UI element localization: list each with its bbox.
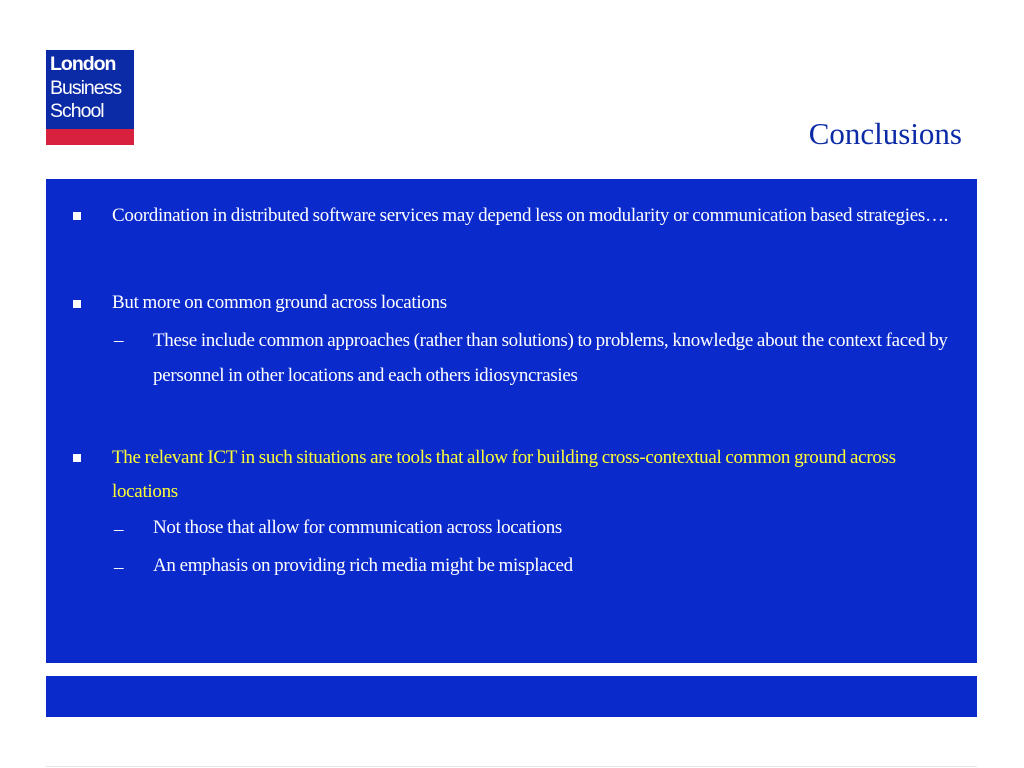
logo-line-school: School bbox=[50, 100, 104, 122]
logo-line-london: London bbox=[50, 53, 116, 75]
bullet-text-highlighted: The relevant ICT in such situations are tools that allow for building cross-contextual common ground across locations bbox=[112, 447, 896, 502]
footer-bar bbox=[46, 676, 977, 717]
bottom-divider bbox=[46, 766, 977, 767]
slide-title: Conclusions bbox=[808, 116, 962, 151]
content-panel bbox=[46, 179, 977, 663]
logo-red-stripe bbox=[46, 129, 134, 145]
sub-item-text: These include common approaches (rather than solutions) to problems, knowledge about the context faced by personnel in other locations and each others idiosyncrasies bbox=[153, 330, 948, 386]
sub-item-text: An emphasis on providing rich media might be misplaced bbox=[153, 555, 573, 576]
dash-bullet-icon: – bbox=[114, 330, 124, 351]
square-bullet-icon bbox=[73, 212, 81, 220]
london-business-school-logo bbox=[46, 50, 134, 145]
square-bullet-icon bbox=[73, 300, 81, 308]
square-bullet-icon bbox=[73, 454, 81, 462]
dash-bullet-icon: – bbox=[114, 519, 124, 540]
logo-line-business: Business bbox=[50, 76, 122, 99]
logo-wordmark bbox=[50, 53, 121, 124]
sub-item-text: Not those that allow for communication across locations bbox=[153, 517, 562, 538]
dash-bullet-icon: – bbox=[114, 557, 124, 578]
bullet-text: Coordination in distributed software services may depend less on modularity or communication based strategies…. bbox=[112, 205, 949, 226]
bullet-text: But more on common ground across locations bbox=[112, 292, 447, 313]
